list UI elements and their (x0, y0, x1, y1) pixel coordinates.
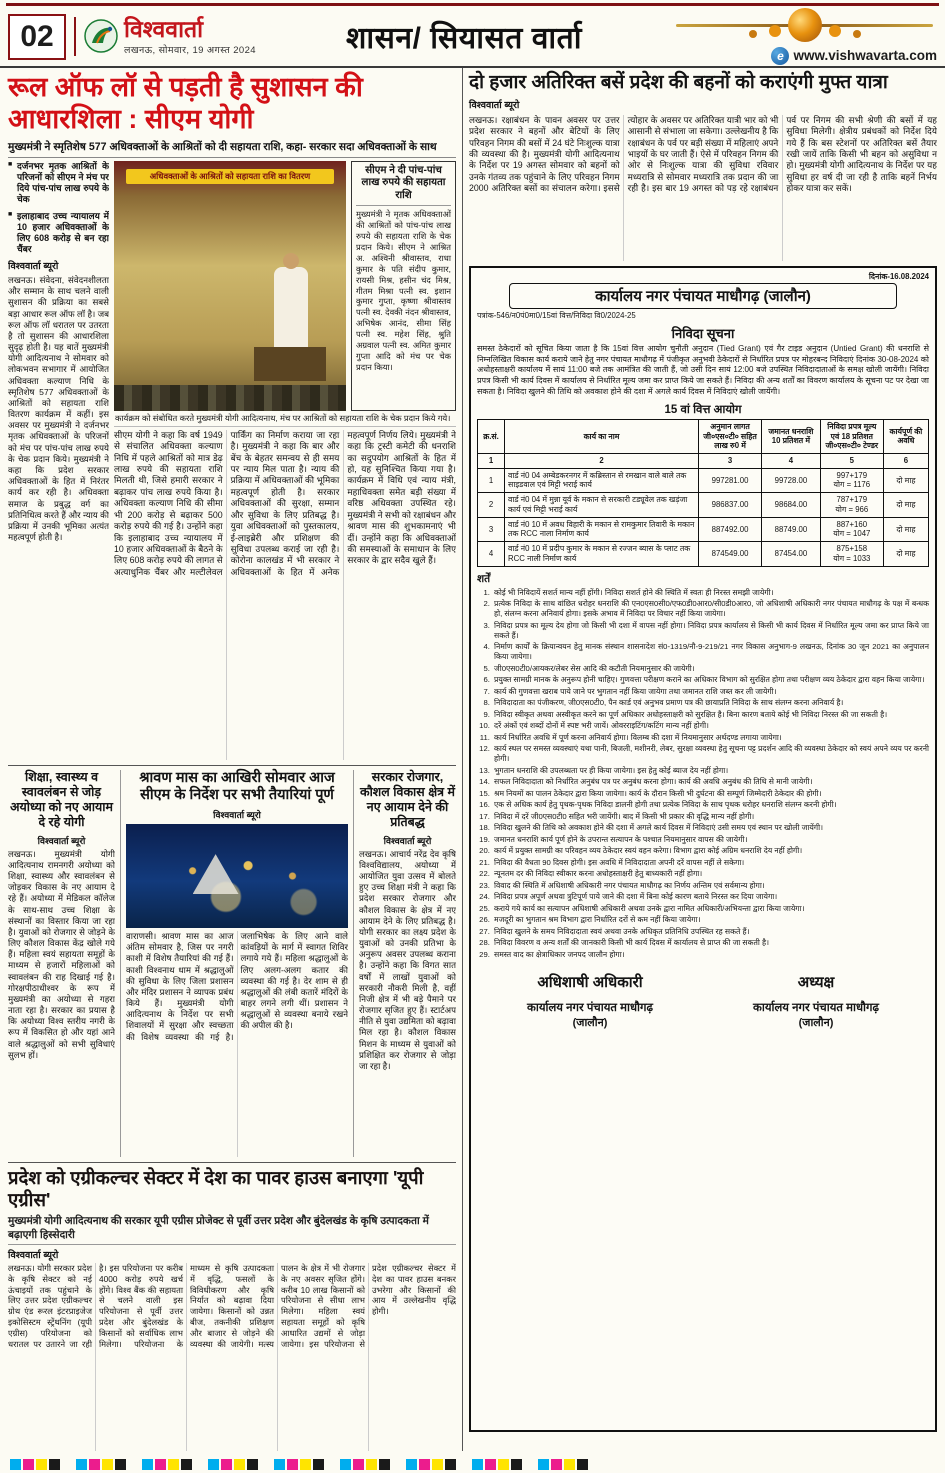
lead-photo-row (114, 161, 456, 411)
tender-intro: समस्त ठेकेदारों को सूचित किया जाता है कि 15वां वित्त आयोग चुनौती अनुदान (Tied Grant) एवं गैर टाइड अनुदान (Untied Grant) की धनराशि से निम्नलिखित विकास कार्य कराये जाने हेतु नगर पंचायत माधौगढ़ में पंजीकृत अनुभवी ठेकेदारों से निर्धारित प्रपत्र पर मोहरबन्द निविदाएं दिनांक 30-08-2024 को अधोहस्ताक्षरी कार्यालय में सायं 11:00 बजे तक आमंत्रित की जाती हैं, जो उसी दिन सायं 12:00 बजे उपस्थित निविदादाताओं के समक्ष खोली जायेंगी। निविदा प्रपत्र किसी भी कार्य दिवस में कार्यालय से निर्धारित मूल्य जमा कर प्राप्त किये जा सकते हैं। निविदा की अन्य शर्तों का विवरण कार्यालय के सूचना पट पर देखा जा सकता है। निविदा खुलने की तिथि को अवकाश होने की दशा में अगले कार्य दिवस में निविदाएं खोली जायेंगी। (477, 343, 929, 396)
story-education-byline: विश्ववार्ता ब्यूरो (37, 835, 86, 846)
section-title: शासन/ सियासत वार्ता (345, 22, 583, 55)
term-item: 16. एक से अधिक कार्य हेतु पृथक-पृथक निविदा डालनी होगी तथा प्रत्येक निविदा के साथ पृथक धरोहर धनराशि संलग्न करनी होगी। (492, 800, 929, 810)
cell-work-name: वार्ड नं0 10 में प्रदीप कुमार के मकान से रज्जन ब्यास के प्लाट तक RCC नाली निर्माण कार्य (505, 542, 699, 566)
form-total: योग = 1047 (833, 529, 871, 539)
form-total: योग = 1176 (833, 480, 871, 490)
story-employment-body: लखनऊ। आचार्य नरेंद्र देव कृषि विश्वविद्यालय, अयोध्या में आयोजित युवा उत्सव में बोलते हुए उच्च शिक्षा मंत्री ने कहा कि प्रदेश सरकार रोजगार और कौशल विकास के क्षेत्र में नए आयाम देने के लिए प्रतिबद्ध है। योगी सरकार का लक्ष्य प्रदेश के युवाओं को उनकी प्रतिभा के अनुरूप अवसर उपलब्ध कराना है। उन्होंने कहा कि विगत सात वर्षों में लाखों युवाओं को सरकारी नौकरी मिली है, वहीं निजी क्षेत्र में भी बड़े पैमाने पर रोजगार सृजित हुए हैं। स्टार्टअप नीति से युवा उद्यमिता को बढ़ावा मिल रहा है। कौशल विकास मिशन के माध्यम से युवाओं को प्रशिक्षित कर रोजगार से जोड़ा जा रहा है। (359, 848, 456, 1071)
term-item: 22. न्यूनतम दर की निविदा स्वीकार करना अधोहस्ताक्षरी हेतु बाध्यकारी नहीं होगा। (492, 869, 929, 879)
term-item: 4. निर्माण कार्यों के क्रियान्वयन हेतु मानक संस्थान शासनादेश सं0-1319/नौ-9-219/21 नगर विकास अनुभाग-9 लखनऊ, दिनांक 30 जून 2021 का अनुपालन किया जायेगा। (492, 642, 929, 662)
lead-bullets (8, 161, 109, 256)
story-agri (8, 1162, 456, 1451)
term-item: 24. निविदा प्रपत्र अपूर्ण अथवा त्रुटिपूर्ण पाये जाने की दशा में बिना कोई कारण बताये निरस्त कर दिया जायेगा। (492, 892, 929, 902)
story-agri-subhead: मुख्यमंत्री योगी आदित्यनाथ की सरकार यूपी एग्रीस प्रोजेक्ट से पूर्वी उत्तर प्रदेश और बुंदेलखंड के कृषि उत्पादकता में बढ़ाएगी हिस्सेदारी (8, 1214, 456, 1245)
col-header: कार्यपूर्ण की अवधि (883, 419, 928, 453)
cell-duration: दो माह (883, 493, 928, 517)
story-sawan-body: वाराणसी। श्रावण मास का आज अंतिम सोमवार है, जिस पर नगरी काशी में विशेष तैयारियां की गई हैं। काशी विश्वनाथ धाम में श्रद्धालुओं की सुविधा के लिए जिला प्रशासन और मंदिर प्रशासन ने व्यापक प्रबंध किये हैं। मुख्यमंत्री योगी आदित्यनाथ के निर्देश पर सभी शिवालयों में सुरक्षा और स्वच्छता की विशेष व्यवस्था की गई है। जलाभिषेक के लिए आने वाले कांवड़ियों के मार्ग में स्वागत शिविर लगाये गये हैं। महिला श्रद्धालुओं के लिए अलग-अलग कतार की व्यवस्था की गई है। देर शाम से ही श्रद्धालुओं की लंबी कतारें मंदिरों के बाहर लगने लगी थीं। प्रशासन ने श्रद्धालुओं से व्यवस्था बनाये रखने की अपील की है। (126, 931, 348, 1042)
cell-duration: दो माह (883, 517, 928, 541)
lead-byline: विश्ववार्ता ब्यूरो (8, 260, 59, 272)
speaker-figure (274, 267, 308, 353)
website-url: www.vishwavarta.com (793, 48, 937, 63)
story-education (8, 770, 121, 1157)
cell-deposit: 99728.00 (762, 468, 821, 492)
term-item: 17. निविदा में दरें जी0एस0टी0 सहित भरी जायेंगी। बाद में किसी भी प्रकार की वृद्धि मान्य नहीं होगी। (492, 812, 929, 822)
col-header: निविदा प्रपत्र मूल्य एवं 18 प्रतिशत जी०एस०टी० टेण्डर (820, 419, 883, 453)
form-total: योग = 1033 (833, 553, 871, 563)
lead-col-a-text: लखनऊ। संवेदना, संवेदनशीलता और सम्मान के साथ चलने वाली सुशासन की प्रक्रिया का सबसे बड़ा आधार रूल ऑफ लॉ है। जब रूल ऑफ लॉ धरातल पर उतरता है तो सुशासन की आधारशिला सुदृढ़ होती है। यह बातें मुख्यमंत्री योगी आदित्यनाथ ने सोमवार को लोकभवन सभागार में आयोजित अधिवक्ता कल्याण निधि के स्मृतिशेष 577 अधिवक्ताओं के आश्रितों को सहायता राशि वितरण कार्यक्रम में कहीं। इस अवसर पर मुख्यमंत्री ने दर्जनभर मृतक अधिवक्ताओं के परिजनों को मंच पर पांच-पांच लाख रुपये के चेक प्रदान किये। मुख्यमंत्री ने कहा कि प्रदेश सरकार अधिवक्ताओं के हित में निरंतर कार्य कर रही है। अधिवक्ता समाज के प्रबुद्ध वर्ग का प्रतिनिधित्व करते हैं और न्याय की प्रक्रिया में उनकी भूमिका अत्यंत महत्वपूर्ण होती है। (8, 275, 109, 543)
cell-form-price (820, 542, 883, 566)
tender-signatures (477, 972, 929, 1030)
masthead-right (672, 9, 937, 65)
bus-byline: विश्ववार्ता ब्यूरो (469, 99, 520, 111)
lead-sidebox (351, 161, 456, 411)
brand-block (74, 17, 256, 56)
content (0, 68, 945, 1451)
term-item: 12. कार्य स्थल पर समस्त व्यवस्थाएं यथा पानी, बिजली, मशीनरी, लेबर, सुरक्षा व्यवस्था हेतु सूचना पट्ट प्रदर्शन आदि की व्यवस्था ठेकेदार को स्वयं अपने व्यय पर करनी होगी। (492, 744, 929, 764)
paper-dateline: लखनऊ, सोमवार, 19 अगस्त 2024 (124, 45, 256, 57)
term-item: 21. निविदा की वैधता 90 दिवस होगी। इस अवधि में निविदादाता अपनी दरें वापस नहीं ले सकेगा। (492, 858, 929, 868)
lead-grid (8, 161, 456, 760)
cell-duration: दो माह (883, 468, 928, 492)
signature-right-office: कार्यालय नगर पंचायत माधौगढ़ (753, 1001, 879, 1014)
col-number: 3 (698, 453, 761, 468)
stories-row (8, 765, 456, 1157)
tender-letterhead (477, 311, 929, 321)
signature-left-district: (जालौन) (572, 1016, 608, 1029)
left-column (0, 68, 462, 1451)
col-number: 6 (883, 453, 928, 468)
signature-right-district: (जालौन) (798, 1016, 834, 1029)
col-number: 4 (762, 453, 821, 468)
term-item: 29. समस्त वाद का क्षेत्राधिकार जनपद जालौन होगा। (492, 950, 929, 960)
audience-strip (114, 385, 346, 411)
sawan-ghat-photo (126, 824, 348, 928)
story-sawan (121, 770, 354, 1157)
term-item: 14. सफल निविदादाता को निर्धारित अनुबंध पत्र पर अनुबंध करना होगा। कार्य की अवधि अनुबंध की तिथि से मानी जायेगी। (492, 777, 929, 787)
story-employment (354, 770, 456, 1157)
tender-ref-no: पत्रांक-546/न0पं0मा0/15वां वित्त/निविदा वि0/2024-25 (477, 310, 636, 320)
paper-title: विश्ववार्ता (124, 15, 204, 42)
form-calc: 887+160 (836, 519, 868, 529)
story-education-headline: शिक्षा, स्वास्थ्य व स्वावलंबन से जोड़ अयोध्या को नए आयाम दे रहे योगी (9, 769, 114, 830)
tender-table (477, 419, 929, 567)
col-header: कार्य का नाम (505, 419, 699, 453)
story-agri-byline: विश्ववार्ता ब्यूरो (8, 1250, 59, 1262)
story-employment-byline: विश्ववार्ता ब्यूरो (383, 835, 432, 846)
term-item: 13. भुगतान धनराशि की उपलब्धता पर ही किया जायेगा। इस हेतु कोई ब्याज देय नहीं होगा। (492, 766, 929, 776)
story-employment-headline: सरकार रोजगार, कौशल विकास क्षेत्र में नए आयाम देने की प्रतिबद्ध (359, 769, 456, 830)
term-item: 2. प्रत्येक निविदा के साथ वांछित धरोहर धनराशि की एन0एस0सी0/एफ0डी0आर0/सी0डी0आर0, जो अधिशाषी अधिकारी नगर पंचायत माधौगढ़ के पक्ष में बन्धक हो, संलग्न करना अनिवार्य होगा। इसके अभाव में निविदा पर विचार नहीं किया जायेगा। (492, 599, 929, 619)
bus-body-columns: लखनऊ। रक्षाबंधन के पावन अवसर पर उत्तर प्रदेश सरकार ने बहनों और बेटियों के लिए परिवहन निगम की बसों में 24 घंटे निःशुल्क यात्रा की व्यवस्था की है। मुख्यमंत्री योगी आदित्यनाथ के निर्देश पर 19 अगस्त सोमवार को बहनों को उनके गंतव्य तक पहुंचाने के लिए परिवहन निगम 2000 अतिरिक्त बसों का संचालन करेगा। इससे त्योहार के अवसर पर अतिरिक्त यात्री भार को भी आसानी से संभाला जा सकेगा। उल्लेखनीय है कि रक्षाबंधन के पर्व पर बड़ी संख्या में महिलाएं अपने भाइयों के घर जाती हैं। ऐसे में परिवहन निगम की ओर से निःशुल्क यात्रा की सुविधा रविवार मध्यरात्रि से सोमवार मध्यरात्रि तक प्रदान की जा रही है। इस बार 19 अगस्त को पड़ रहे रक्षाबंधन पर्व पर निगम की सभी श्रेणी की बसों में यह सुविधा मिलेगी। क्षेत्रीय प्रबंधकों को निर्देश दिये गये हैं कि बस स्टेशनों पर अतिरिक्त बसें तैयार रखी जायें ताकि किसी भी बहन को असुविधा न हो। मुख्यमंत्री योगी आदित्यनाथ के निर्देश पर यह सुविधा हर वर्ष दी जा रही है ताकि बहनें निर्भय होकर यात्रा कर सकें। (469, 114, 937, 194)
story-sawan-headline: श्रावण मास का आखिरी सोमवार आज सीएम के निर्देश पर सभी तैयारियां पूर्ण (139, 769, 335, 804)
cell-duration: दो माह (883, 542, 928, 566)
col-number: 1 (478, 453, 505, 468)
cell-form-price (820, 493, 883, 517)
website-line (771, 47, 937, 65)
sidebox-body: मुख्यमंत्री ने मृतक अधिवक्ताओं की आश्रितों को पांच-पांच लाख रुपये की सहायता राशि के चेक प्रदान किये। सीएम ने आश्रित अ. अश्विनी श्रीवास्तव, राधा कुमार के पति संदीप कुमार, रायसी मिश्र, हसीन चंद मिश्र, गीतम मिश्रा पत्नी स्व. इशान कुमार गुप्ता, कृष्णा श्रीवास्तव पत्नी स्व. देवकी नंदन श्रीवास्तव, अभिषेक आनंद, सीमा सिंह पत्नी स्व. महेश सिंह, श्रुति अग्रवाल पत्नी स्व. अमित कुमार गुप्ता आदि को मंच पर चेक प्रदान किया। (356, 208, 451, 373)
terms-list (492, 588, 929, 960)
term-item: 9. निविदा स्वीकृत अथवा अस्वीकृत करने का पूर्ण अधिकार अधोहस्ताक्षरी को सुरक्षित है। बिना कारण बताये कोई भी निविदा निरस्त की जा सकती है। (492, 710, 929, 720)
cell-sn: 4 (478, 542, 505, 566)
form-total: योग = 966 (835, 504, 869, 514)
term-item: 23. विवाद की स्थिति में अधिशाषी अधिकारी नगर पंचायत माधौगढ़ का निर्णय अन्तिम एवं सर्वमान्य होगा। (492, 881, 929, 891)
term-item: 11. कार्य निर्धारित अवधि में पूर्ण करना अनिवार्य होगा। विलम्ब की दशा में नियमानुसार अर्थदण्ड लगाया जायेगा। (492, 733, 929, 743)
term-item: 27. निविदा खुलने के समय निविदादाता स्वयं अथवा उनके अधिकृत प्रतिनिधि उपस्थित रह सकते हैं। (492, 927, 929, 937)
term-item: 6. प्रयुक्त सामग्री मानक के अनुरूप होनी चाहिए। गुणवत्ता परीक्षण कराने का अधिकार विभाग को सुरक्षित होगा तथा परीक्षण व्यय ठेकेदार द्वारा वहन किया जायेगा। (492, 675, 929, 685)
page-number: 02 (8, 14, 66, 60)
term-item: 5. जी0एस0टी0/आयकर/लेबर सेस आदि की कटौती नियमानुसार की जायेगी। (492, 664, 929, 674)
cell-form-price (820, 517, 883, 541)
term-item: 15. श्रम नियमों का पालन ठेकेदार द्वारा किया जायेगा। कार्य के दौरान किसी भी दुर्घटना की सम्पूर्ण जिम्मेदारी ठेकेदार की होगी। (492, 789, 929, 799)
e-globe-icon: e (771, 47, 789, 65)
cell-deposit: 87454.00 (762, 542, 821, 566)
terms-heading: शर्तें (477, 572, 491, 585)
term-item: 1. कोई भी निविदायें सशर्त मान्य नहीं होंगी। निविदा सशर्त होने की स्थिति में स्वतः ही निरस्त समझी जायेगी। (492, 588, 929, 598)
table-row (478, 493, 929, 517)
cell-sn: 1 (478, 468, 505, 492)
tender-table-body (478, 468, 929, 566)
bus-story (469, 72, 937, 261)
form-calc: 787+179 (836, 495, 868, 505)
col-header: क्र.सं. (478, 419, 505, 453)
cell-work-name: वार्ड नं0 10 में अवध विहारी के मकान से रामकुमार तिवारी के मकान तक RCC नाला निर्माण कार्य (505, 517, 699, 541)
lead-main-area (114, 161, 456, 760)
print-marks (10, 1458, 935, 1470)
signature-right (753, 972, 879, 1030)
sidebox-title: सीएम ने दी पांच-पांच लाख रुपये की सहायता राशि (356, 165, 451, 206)
rakhi-medallion (788, 8, 822, 42)
form-calc: 875+158 (836, 544, 868, 554)
cell-deposit: 98684.00 (762, 493, 821, 517)
table-row (478, 517, 929, 541)
peacock-logo-icon (84, 19, 118, 53)
table-row (478, 542, 929, 566)
lead-photo (114, 161, 346, 411)
tender-notice-title: निविदा सूचना (671, 325, 735, 341)
signature-left-title: अधिशाषी अधिकारी (537, 973, 643, 991)
brand-text (124, 17, 256, 56)
cell-estimate: 874549.00 (698, 542, 761, 566)
lead-headline: रूल ऑफ लॉ से पड़ती है सुशासन की आधारशिला : सीएम योगी (8, 72, 363, 134)
finance-commission-title: 15 वां वित्त आयोग (664, 403, 742, 416)
form-calc: 997+179 (836, 470, 868, 480)
story-education-body: लखनऊ। मुख्यमंत्री योगी आदित्यनाथ रामनगरी अयोध्या को शिक्षा, स्वास्थ्य और स्वावलंबन से जोड़कर विकास के नए आयाम दे रहे हैं। अयोध्या में मेडिकल कॉलेज के साथ-साथ उच्च शिक्षा के संस्थानों का विस्तार किया जा रहा है। युवाओं को रोजगार से जोड़ने के लिए कौशल विकास केंद्र खोले गये हैं। महिला स्वयं सहायता समूहों के माध्यम से हजारों महिलाओं को स्वावलंबन की राह दिखाई गई है। गोरक्षपीठाधीश्वर के रूप में मुख्यमंत्री का अयोध्या से गहरा नाता रहा है। सरकार का प्रयास है कि अयोध्या विश्व स्तरीय नगरी के रूप में विकसित हो और यहां आने वाले श्रद्धालुओं को सभी सुविधाएं सुलभ हों। (8, 848, 115, 1060)
cell-work-name: वार्ड नं0 04 अम्बेडकरनगर में कब्रिस्तान से रमखान वाले बाले तक साइडवाल एवं मिट्टी भराई कार्य (505, 468, 699, 492)
term-item: 10. दरें अंकों एवं शब्दों दोनों में स्पष्ट भरी जायें। ओवरराइटिंग/कटिंग मान्य नहीं होगी। (492, 721, 929, 731)
tender-date: दिनांक-16.08.2024 (868, 271, 929, 281)
lead-body-columns: सीएम योगी ने कहा कि वर्ष 1949 से संचालित अधिवक्ता कल्याण निधि में पहले आश्रितों को मात्र डेढ़ लाख रुपये की सहायता राशि मिलती थी, जिसे हमारी सरकार ने बढ़ाकर पांच लाख रुपये किया है। अधिवक्ता कल्याण निधि की सीमा भी 200 करोड़ से बढ़ाकर 500 करोड़ रुपये की गई है। उन्होंने कहा कि इलाहाबाद उच्च न्यायालय में 10 हजार अधिवक्ताओं के बैठने के लिए 608 करोड़ रुपये की लागत से अत्याधुनिक चैंबर और मल्टीलेवल पार्किंग का निर्माण कराया जा रहा है। मुख्यमंत्री ने कहा कि बार और बेंच के बेहतर समन्वय से ही समय पर न्याय मिल पाता है। न्याय की प्रक्रिया में अधिवक्ताओं की भूमिका महत्वपूर्ण होती है। सरकार अधिवक्ताओं की सुरक्षा, सम्मान और सुविधा के लिए प्रतिबद्ध है। युवा अधिवक्ताओं को पुस्तकालय, ई-लाइब्रेरी और प्रशिक्षण की सुविधा उपलब्ध कराई जा रही है। कोरोना कालखंड में भी सरकार ने अधिवक्ताओं के हित में अनेक महत्वपूर्ण निर्णय लिये। मुख्यमंत्री ने कहा कि ट्रस्टी कमेटी की धनराशि का सदुपयोग आश्रितों के हित में हो, यह सुनिश्चित किया गया है। कार्यक्रम में विधि एवं न्याय मंत्री, महाधिवक्ता समेत बड़ी संख्या में वरिष्ठ अधिवक्ता उपस्थित रहे। मुख्यमंत्री ने सभी को रक्षाबंधन और श्रावण मास की शुभकामनाएं भी दीं। उन्होंने कहा कि अधिवक्ताओं की समस्याओं के समाधान के लिए सरकार के द्वार सदैव खुले हैं। (114, 429, 456, 577)
col-number: 5 (820, 453, 883, 468)
tender-office-title: कार्यालय नगर पंचायत माधौगढ़ (जालौन) (509, 283, 898, 309)
lead-first-column (8, 161, 109, 758)
lead-photo-caption: कार्यक्रम को संबोधित करते मुख्यमंत्री योगी आदित्यनाथ, मंच पर आश्रितों को सहायता राशि के चेक प्रदान किये गये। (114, 411, 456, 427)
cell-estimate: 986837.00 (698, 493, 761, 517)
cell-sn: 2 (478, 493, 505, 517)
tender-table-head (478, 419, 929, 468)
col-header: अनुमान लागत जी०एस०टी० सहित लाख रु0 में (698, 419, 761, 453)
lead-subhead: मुख्यमंत्री ने स्मृतिशेष 577 अधिवक्ताओं के आश्रितों को दी सहायता राशि, कहा- सरकार सदा अधिवक्ताओं के साथ (8, 140, 456, 158)
term-item: 25. कराये गये कार्य का सत्यापन अधिशाषी अधिकारी अथवा उनके द्वारा नामित अधिकारी/अभियन्ता द्वारा किया जायेगा। (492, 904, 929, 914)
term-item: 19. जमानत धनराशि कार्य पूर्ण होने के उपरान्त सत्यापन के पश्चात नियमानुसार वापस की जायेगी। (492, 835, 929, 845)
signature-right-title: अध्यक्ष (797, 973, 835, 991)
lead-bullet-item: ■ इलाहाबाद उच्च न्यायालय में 10 हजार अधिवक्ताओं के लिए 608 करोड़ से बन रहा चैंबर (8, 211, 109, 256)
tender-notice-box (469, 266, 937, 1432)
term-item: 7. कार्य की गुणवत्ता खराब पाये जाने पर भुगतान नहीं किया जायेगा तथा जमानत राशि जब्त कर ली जायेगी। (492, 687, 929, 697)
term-item: 20. कार्य में प्रयुक्त सामग्री का परिवहन व्यय ठेकेदार स्वयं वहन करेगा। विभाग द्वारा कोई अग्रिम धनराशि देय नहीं होगी। (492, 846, 929, 856)
bus-headline: दो हजार अतिरिक्त बसें प्रदेश की बहनों को कराएंगी मुफ्त यात्रा (469, 72, 888, 93)
table-row (478, 468, 929, 492)
lead-story (8, 72, 456, 760)
lead-bullet-item: ■ दर्जनभर मृतक आश्रितों के परिजनों को सीएम ने मंच पर दिये पांच-पांच लाख रुपये के चेक (8, 161, 109, 206)
masthead (0, 6, 945, 68)
cell-sn: 3 (478, 517, 505, 541)
cell-estimate: 997281.00 (698, 468, 761, 492)
podium-shape (254, 347, 326, 381)
term-item: 3. निविदा प्रपत्र का मूल्य देय होगा जो किसी भी दशा में वापस नहीं होगा। निविदा प्रपत्र कार्यालय से किसी भी कार्य दिवस में निर्धारित मूल्य जमा कर प्राप्त किये जा सकते हैं। (492, 621, 929, 641)
story-agri-body: लखनऊ। योगी सरकार प्रदेश के कृषि सेक्टर को नई ऊंचाइयों तक पहुंचाने के लिए उत्तर प्रदेश एग्रीकल्चर ग्रोथ एंड रूरल इंटरप्राइजेज इकोसिस्टम स्ट्रेंथनिंग (यूपी एग्रीस) परियोजना को धरातल पर उतारने जा रही है। इस परियोजना पर करीब 4000 करोड़ रुपये खर्च होंगे। विश्व बैंक की सहायता से चलने वाली इस परियोजना से पूर्वी उत्तर प्रदेश और बुंदेलखंड के किसानों को सर्वाधिक लाभ मिलेगा। परियोजना के माध्यम से कृषि उत्पादकता में वृद्धि, फसलों के विविधीकरण और कृषि निर्यात को बढ़ावा दिया जायेगा। किसानों को उन्नत बीज, तकनीकी प्रशिक्षण और बाजार से जोड़ने की व्यवस्था की जायेगी। मत्स्य पालन के क्षेत्र में भी रोजगार के नए अवसर सृजित होंगे। करीब 10 लाख किसानों को परियोजना से सीधा लाभ मिलेगा। महिला स्वयं सहायता समूहों को कृषि आधारित उद्यमों से जोड़ा जायेगा। इस परियोजना से प्रदेश एग्रीकल्चर सेक्टर में देश का पावर हाउस बनकर उभरेगा और किसानों की आय में उल्लेखनीय वृद्धि होगी। (8, 1263, 456, 1349)
cell-deposit: 88749.00 (762, 517, 821, 541)
term-item: 8. निविदादाता का पंजीकरण, जी0एस0टी0, पैन कार्ड एवं अनुभव प्रमाण पत्र की छायाप्रति निविदा के साथ संलग्न करना अनिवार्य है। (492, 698, 929, 708)
signature-left-office: कार्यालय नगर पंचायत माधौगढ़ (527, 1001, 653, 1014)
stage-banner: अधिवक्ताओं के आश्रितों को सहायता राशि का वितरण (126, 169, 334, 184)
rakhi-decoration-image (672, 9, 937, 43)
col-header: जमानत धनराशि 10 प्रतिशत में (762, 419, 821, 453)
cell-form-price (820, 468, 883, 492)
story-sawan-byline: विश्ववार्ता ब्यूरो (213, 810, 261, 821)
cell-work-name: वार्ड नं0 04 में मुन्ना यूर्व के मकान से सरकारी टड्यूवेल तक खड़ंजा कार्य एवं मिट्टी भराई कार्य (505, 493, 699, 517)
signature-left (527, 972, 653, 1030)
term-item: 18. निविदा खुलने की तिथि को अवकाश होने की दशा में अगले कार्य दिवस में निविदाएं उसी समय एवं स्थान पर खोली जायेंगी। (492, 823, 929, 833)
term-item: 28. निविदा विवरण व अन्य शर्तों की जानकारी किसी भी कार्य दिवस में कार्यालय से प्राप्त की जा सकती है। (492, 938, 929, 948)
story-agri-headline: प्रदेश को एग्रीकल्चर सेक्टर में देश का पावर हाउस बनाएगा 'यूपी एग्रीस' (8, 1166, 424, 1210)
cell-estimate: 887492.00 (698, 517, 761, 541)
col-number: 2 (505, 453, 699, 468)
right-column (462, 68, 945, 1451)
term-item: 26. मजदूरी का भुगतान श्रम विभाग द्वारा निर्धारित दरों से कम नहीं किया जायेगा। (492, 915, 929, 925)
